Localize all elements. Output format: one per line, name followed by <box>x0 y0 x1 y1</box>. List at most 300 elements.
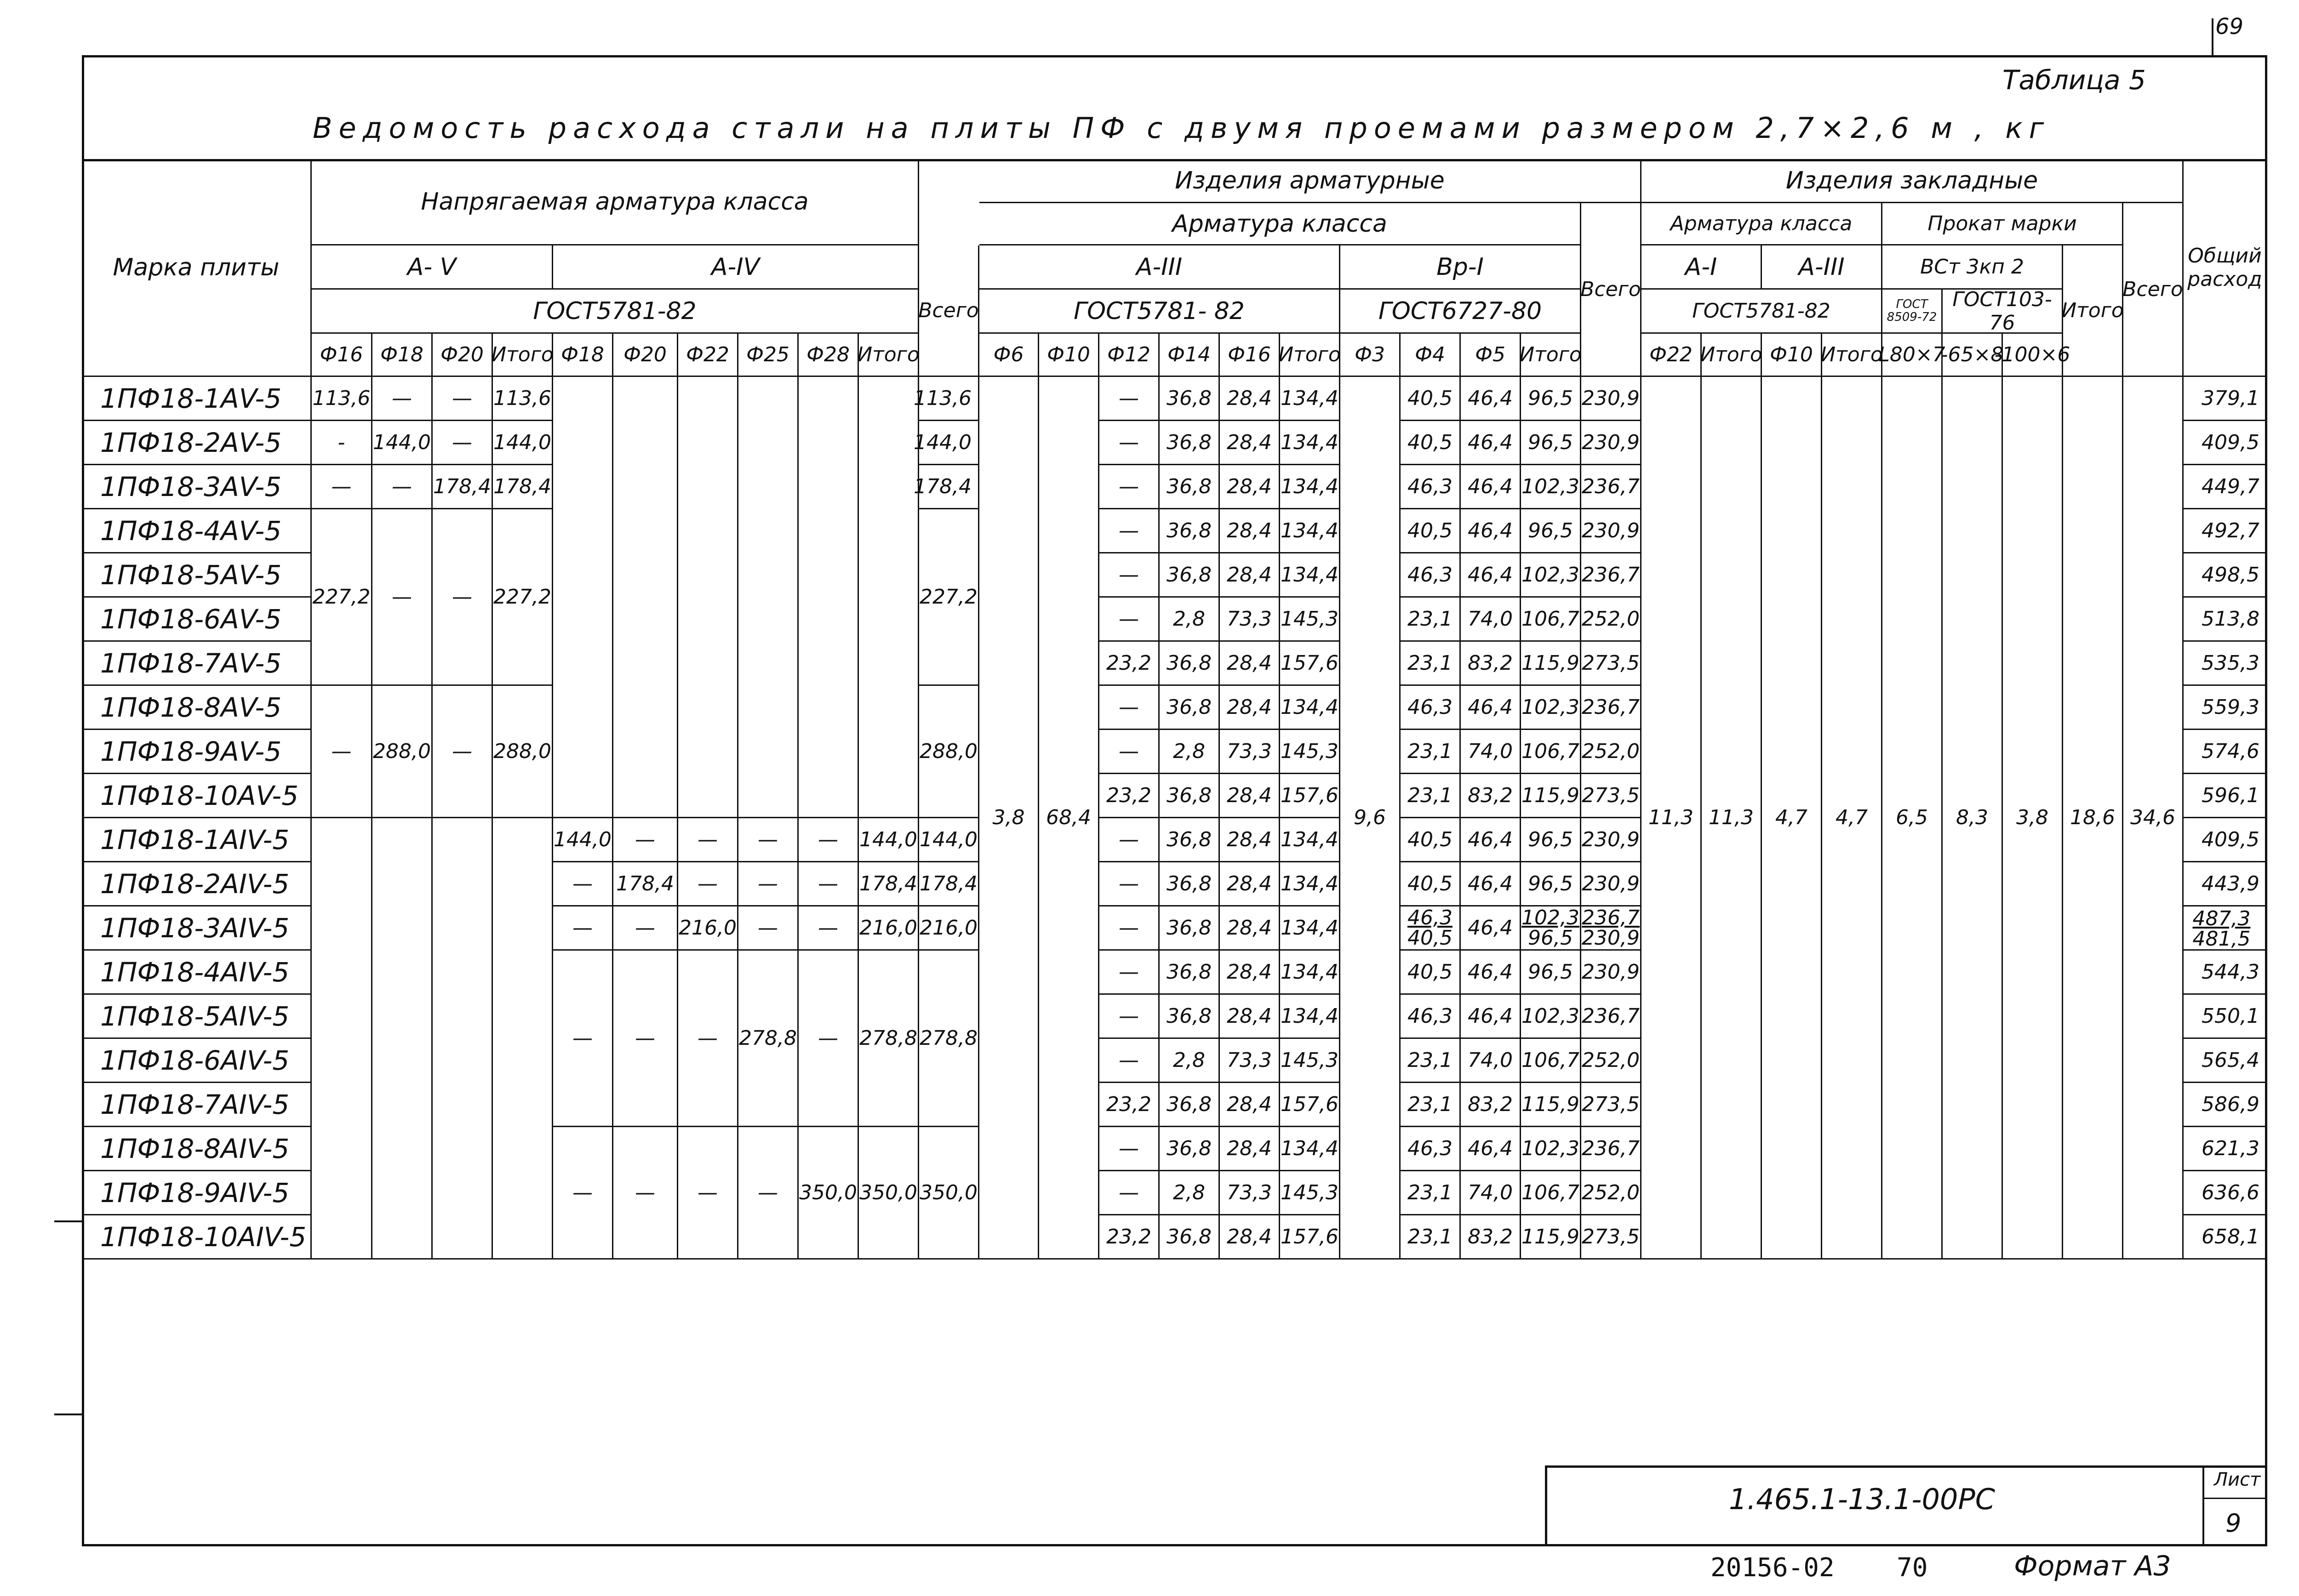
cell-total: 596,1 <box>2184 774 2267 818</box>
cell-d12: — <box>1099 465 1160 509</box>
merged-a5-d20-g2: — <box>433 686 493 818</box>
cell-it: 134,4 <box>1280 377 1340 421</box>
cell-it2: 115,9 <box>1521 1215 1581 1260</box>
cell-d5: 46,4 <box>1461 553 1521 598</box>
header-vr1: Вр-I <box>1340 245 1581 290</box>
cell-d14: 36,8 <box>1160 1083 1220 1127</box>
cell-it: 134,4 <box>1280 1127 1340 1171</box>
cell-d4: 40,5 <box>1401 818 1461 862</box>
cell-total: 379,1 <box>2184 377 2267 421</box>
merged-z-s65: 8,3 <box>1943 377 2003 1260</box>
cell-d16: 28,4 <box>1220 1215 1280 1260</box>
cell-d16: 28,4 <box>1220 421 1280 465</box>
col-header-d14: Ф14 <box>1160 334 1220 377</box>
cell-d12: — <box>1099 818 1160 862</box>
col-header-d12: Ф12 <box>1099 334 1160 377</box>
cell-vs2: 252,0 <box>1581 730 1641 774</box>
merged-a5-d16-g1: 227,2 <box>312 509 372 686</box>
cell-d4: 46,3 <box>1401 465 1461 509</box>
cell-it2: 115,9 <box>1521 774 1581 818</box>
cell-it2-split-line: 96,5 <box>1528 926 1573 950</box>
row-mark: 1ПФ18-5АIV-5 <box>82 995 312 1039</box>
cell-vsego: 144,0 <box>919 818 979 862</box>
sheet-label: Лист <box>2214 1469 2261 1490</box>
cell-d5: 83,2 <box>1461 1215 1521 1260</box>
cell-it2: 96,5 <box>1521 818 1581 862</box>
cell-d12: 23,2 <box>1099 1083 1160 1127</box>
cell-total: 449,7 <box>2184 465 2267 509</box>
cell-d5: 74,0 <box>1461 1171 1521 1215</box>
cell-d12: 23,2 <box>1099 1215 1160 1260</box>
cell-it: 145,3 <box>1280 730 1340 774</box>
header-a3: А-III <box>979 245 1340 290</box>
sheet-box-divider <box>2202 1498 2267 1499</box>
col-header-itogoz: Итого <box>1702 334 1762 377</box>
cell-it2: 106,7 <box>1521 730 1581 774</box>
cell-d4: 23,1 <box>1401 598 1461 642</box>
cell-p3: — <box>433 377 493 421</box>
paper-format: Формат А3 <box>2014 1550 2171 1582</box>
cell-q6: 178,4 <box>859 862 919 906</box>
cell-d12: — <box>1099 509 1160 553</box>
cell-q3: — <box>678 862 738 906</box>
cell-p1: - <box>312 421 372 465</box>
margin-tick <box>54 1414 82 1415</box>
cell-q3: — <box>678 818 738 862</box>
cell-d4: 46,3 <box>1401 553 1461 598</box>
merged-z-l80: 6,5 <box>1882 377 1943 1260</box>
empty-a4-col <box>678 377 738 818</box>
col-header-s100: -100×6 <box>2003 334 2063 377</box>
merged-a4_it_g3: 278,8 <box>859 951 919 1127</box>
merged-a4_d18_g4: — <box>553 1127 613 1260</box>
merged-a5-d16-g2: — <box>312 686 372 818</box>
header-a1: А-I <box>1641 245 1762 290</box>
cell-d16: 28,4 <box>1220 509 1280 553</box>
cell-d14: 36,8 <box>1160 1127 1220 1171</box>
row-mark: 1ПФ18-3АIV-5 <box>82 906 312 951</box>
cell-d4: 40,5 <box>1401 951 1461 995</box>
cell-d12: — <box>1099 1127 1160 1171</box>
col-header-l80: L80×7 <box>1882 334 1943 377</box>
header-izdelia-zakl: Изделия закладные <box>1641 159 2184 203</box>
cell-d5: 74,0 <box>1461 1039 1521 1083</box>
cell-p2: — <box>372 377 433 421</box>
cell-it2: 96,5 <box>1521 377 1581 421</box>
cell-d4: 46,3 <box>1401 995 1461 1039</box>
cell-total: 550,1 <box>2184 995 2267 1039</box>
cell-vsego: 144,0 <box>919 421 979 465</box>
cell-it: 157,6 <box>1280 774 1340 818</box>
cell-d14: 2,8 <box>1160 1039 1220 1083</box>
cell-d5: 46,4 <box>1461 509 1521 553</box>
merged-a5-d18-g2: 288,0 <box>372 686 433 818</box>
cell-vs2: 236,7 <box>1581 686 1641 730</box>
cell-d16: 28,4 <box>1220 774 1280 818</box>
cell-p4: 113,6 <box>493 377 553 421</box>
cell-d4: 23,1 <box>1401 1039 1461 1083</box>
cell-d12: — <box>1099 421 1160 465</box>
cell-d16: 73,3 <box>1220 1039 1280 1083</box>
cell-d4: 40,5 <box>1401 421 1461 465</box>
merged-d3: 9,6 <box>1340 377 1401 1260</box>
row-mark: 1ПФ18-5АV-5 <box>82 553 312 598</box>
cell-d12: — <box>1099 906 1160 951</box>
cell-p1: 113,6 <box>312 377 372 421</box>
row-mark: 1ПФ18-3АV-5 <box>82 465 312 509</box>
cell-q2: — <box>613 818 678 862</box>
merged-z-itogo1: 11,3 <box>1702 377 1762 1260</box>
header-a5: А- V <box>312 245 553 290</box>
cell-d16: 28,4 <box>1220 642 1280 686</box>
row-mark: 1ПФ18-9АIV-5 <box>82 1171 312 1215</box>
cell-it2: 96,5 <box>1521 862 1581 906</box>
cell-d4: 23,1 <box>1401 730 1461 774</box>
cell-it: 145,3 <box>1280 1171 1340 1215</box>
cell-total: 586,9 <box>2184 1083 2267 1127</box>
cell-d14: 36,8 <box>1160 642 1220 686</box>
col-header-d16: Ф16 <box>312 334 372 377</box>
cell-q1: — <box>553 862 613 906</box>
merged-z-d22: 11,3 <box>1641 377 1702 1260</box>
col-header-itogoz2: Итого <box>1822 334 1882 377</box>
order-number: 20156-02 <box>1710 1553 1835 1583</box>
cell-q1: — <box>553 906 613 951</box>
cell-d4: 23,1 <box>1401 1083 1461 1127</box>
cell-d12: — <box>1099 862 1160 906</box>
cell-it2: 115,9 <box>1521 642 1581 686</box>
cell-d5: 46,4 <box>1461 906 1521 951</box>
margin-tick <box>54 1220 82 1222</box>
cell-p2: 144,0 <box>372 421 433 465</box>
cell-vsego: 178,4 <box>919 862 979 906</box>
row-mark: 1ПФ18-8АIV-5 <box>82 1127 312 1171</box>
merged-vsego-g1: 227,2 <box>919 509 979 686</box>
cell-total: 409,5 <box>2184 421 2267 465</box>
col-header-d10z: Ф10 <box>1762 334 1822 377</box>
header-total: Общий расход <box>2184 159 2267 377</box>
empty-a5-d18 <box>372 818 433 1260</box>
cell-d14: 36,8 <box>1160 951 1220 995</box>
cell-d12: — <box>1099 1171 1160 1215</box>
col-header-d28: Ф28 <box>799 334 859 377</box>
cell-vs2: 273,5 <box>1581 774 1641 818</box>
row-mark: 1ПФ18-6АIV-5 <box>82 1039 312 1083</box>
row-mark: 1ПФ18-10АIV-5 <box>82 1215 312 1260</box>
merged-a4_d18_g3: — <box>553 951 613 1127</box>
merged-z-itogo2: 4,7 <box>1822 377 1882 1260</box>
cell-total-split-line: 481,5 <box>2192 927 2251 951</box>
cell-it: 157,6 <box>1280 642 1340 686</box>
col-header-s65: -65×8 <box>1943 334 2003 377</box>
merged-a4_it_g4: 350,0 <box>859 1127 919 1260</box>
col-header-d5: Ф5 <box>1461 334 1521 377</box>
cell-d16: 28,4 <box>1220 553 1280 598</box>
cell-vs2: 230,9 <box>1581 818 1641 862</box>
cell-it2: 102,3 <box>1521 686 1581 730</box>
cell-total: 443,9 <box>2184 862 2267 906</box>
cell-d5: 46,4 <box>1461 818 1521 862</box>
merged-vsego-g3: 278,8 <box>919 951 979 1127</box>
cell-it: 134,4 <box>1280 995 1340 1039</box>
cell-it: 134,4 <box>1280 818 1340 862</box>
row-mark: 1ПФ18-7АV-5 <box>82 642 312 686</box>
cell-vs2: 236,7 <box>1581 995 1641 1039</box>
cell-vsego: 113,6 <box>919 377 979 421</box>
header-gost-prestressed: ГОСТ5781-82 <box>312 290 919 334</box>
col-header-d18b: Ф18 <box>553 334 613 377</box>
cell-vs2-split-line: 236,7 <box>1582 906 1640 929</box>
cell-vs2: 252,0 <box>1581 1039 1641 1083</box>
cell-d12: — <box>1099 995 1160 1039</box>
cell-it: 157,6 <box>1280 1215 1340 1260</box>
merged-a4_d25_g4: — <box>738 1127 799 1260</box>
cell-p1: — <box>312 465 372 509</box>
header-vsego-arm: Всего <box>1581 203 1641 377</box>
cell-d16: 73,3 <box>1220 730 1280 774</box>
col-header-d4: Ф4 <box>1401 334 1461 377</box>
cell-q5: — <box>799 818 859 862</box>
header-itogo-prokat: Итого <box>2063 245 2123 377</box>
cell-it2: 102,3 <box>1521 465 1581 509</box>
cell-total: 621,3 <box>2184 1127 2267 1171</box>
header-vsego-prestressed: Всего <box>919 245 979 377</box>
empty-a4-col <box>613 377 678 818</box>
cell-q2: — <box>613 906 678 951</box>
merged-a4_d25_g3: 278,8 <box>738 951 799 1127</box>
merged-a5-d18-g1: — <box>372 509 433 686</box>
cell-d16: 28,4 <box>1220 995 1280 1039</box>
row-mark: 1ПФ18-7АIV-5 <box>82 1083 312 1127</box>
cell-total: 565,4 <box>2184 1039 2267 1083</box>
col-header-d6: Ф6 <box>979 334 1039 377</box>
cell-vs2-split <box>1581 906 1641 951</box>
cell-d14: 36,8 <box>1160 774 1220 818</box>
cell-total: 492,7 <box>2184 509 2267 553</box>
merged-a5-itogo-g2: 288,0 <box>493 686 553 818</box>
cell-d16: 28,4 <box>1220 377 1280 421</box>
cell-d16: 73,3 <box>1220 1171 1280 1215</box>
header-vsego-zakl: Всего <box>2123 203 2184 377</box>
copy-number: 70 <box>1897 1553 1928 1583</box>
cell-d16: 73,3 <box>1220 598 1280 642</box>
cell-d12: — <box>1099 598 1160 642</box>
header-gost-vr: ГОСТ6727-80 <box>1340 290 1581 334</box>
cell-d4: 40,5 <box>1401 509 1461 553</box>
cell-p4: 178,4 <box>493 465 553 509</box>
empty-a4-col <box>553 377 613 818</box>
col-header-itogo: Итого <box>493 334 553 377</box>
header-vst: ВСт 3кп 2 <box>1882 245 2063 290</box>
cell-it: 145,3 <box>1280 1039 1340 1083</box>
cell-q4: — <box>738 818 799 862</box>
cell-d12: 23,2 <box>1099 642 1160 686</box>
col-header-d18: Ф18 <box>372 334 433 377</box>
cell-total: 513,8 <box>2184 598 2267 642</box>
cell-vs2-split-line: 230,9 <box>1582 926 1640 950</box>
cell-vs2: 236,7 <box>1581 465 1641 509</box>
cell-d16: 28,4 <box>1220 906 1280 951</box>
page-number: 69 <box>2215 14 2244 40</box>
merged-z-itogo: 18,6 <box>2063 377 2123 1260</box>
cell-d5: 83,2 <box>1461 642 1521 686</box>
col-header-d22z: Ф22 <box>1641 334 1702 377</box>
cell-d16: 28,4 <box>1220 862 1280 906</box>
cell-d4: 40,5 <box>1401 377 1461 421</box>
cell-d16: 28,4 <box>1220 1083 1280 1127</box>
col-header-itogoc: Итого <box>1280 334 1340 377</box>
empty-a4-col <box>738 377 799 818</box>
cell-d14: 36,8 <box>1160 465 1220 509</box>
col-header-d3: Ф3 <box>1340 334 1401 377</box>
cell-q2: 178,4 <box>613 862 678 906</box>
cell-vs2: 230,9 <box>1581 951 1641 995</box>
header-gost-103: ГОСТ103-76 <box>1943 290 2063 334</box>
header-a3-zakl: А-III <box>1762 245 1882 290</box>
cell-q5: — <box>799 862 859 906</box>
cell-q6: 144,0 <box>859 818 919 862</box>
header-prestressed: Напрягаемая арматура класса <box>312 159 919 245</box>
cell-d14: 36,8 <box>1160 553 1220 598</box>
header-gost-a3: ГОСТ5781- 82 <box>979 290 1340 334</box>
empty-a4-col <box>859 377 919 818</box>
cell-d12: — <box>1099 730 1160 774</box>
col-header-itogob: Итого <box>859 334 919 377</box>
cell-d14: 36,8 <box>1160 421 1220 465</box>
cell-d14: 36,8 <box>1160 862 1220 906</box>
sheet-number: 9 <box>2225 1509 2242 1538</box>
cell-d14: 36,8 <box>1160 509 1220 553</box>
cell-d5: 83,2 <box>1461 1083 1521 1127</box>
cell-q1: 144,0 <box>553 818 613 862</box>
cell-it: 134,4 <box>1280 686 1340 730</box>
merged-vsego-g4: 350,0 <box>919 1127 979 1260</box>
cell-d16: 28,4 <box>1220 465 1280 509</box>
col-header-d25: Ф25 <box>738 334 799 377</box>
cell-it: 134,4 <box>1280 553 1340 598</box>
header-prokat: Прокат марки <box>1882 203 2123 245</box>
cell-d12: — <box>1099 686 1160 730</box>
cell-d16: 28,4 <box>1220 1127 1280 1171</box>
cell-d12: — <box>1099 951 1160 995</box>
merged-d10: 68,4 <box>1039 377 1099 1260</box>
cell-it: 145,3 <box>1280 598 1340 642</box>
cell-d5: 46,4 <box>1461 862 1521 906</box>
cell-total: 559,3 <box>2184 686 2267 730</box>
header-izdelia-arm: Изделия арматурные <box>979 159 1641 203</box>
row-mark: 1ПФ18-6АV-5 <box>82 598 312 642</box>
cell-d14: 36,8 <box>1160 995 1220 1039</box>
cell-d12: — <box>1099 553 1160 598</box>
cell-total: 636,6 <box>2184 1171 2267 1215</box>
cell-d5: 46,4 <box>1461 686 1521 730</box>
empty-a4-col <box>799 377 859 818</box>
col-header-itogod: Итого <box>1521 334 1581 377</box>
cell-d16: 28,4 <box>1220 686 1280 730</box>
cell-d5: 46,4 <box>1461 465 1521 509</box>
merged-a4_d22_g3: — <box>678 951 738 1127</box>
cell-it2: 96,5 <box>1521 509 1581 553</box>
cell-d14: 2,8 <box>1160 730 1220 774</box>
row-mark: 1ПФ18-1АIV-5 <box>82 818 312 862</box>
header-gost-8509: ГОСТ 8509-72 <box>1882 290 1943 334</box>
header-arm-klassa: Арматура класса <box>979 203 1581 245</box>
merged-d6: 3,8 <box>979 377 1039 1260</box>
col-header-d16b: Ф16 <box>1220 334 1280 377</box>
cell-d5: 46,4 <box>1461 421 1521 465</box>
cell-it2: 102,3 <box>1521 995 1581 1039</box>
merged-z-s100: 3,8 <box>2003 377 2063 1260</box>
cell-p3: — <box>433 421 493 465</box>
merged-z-vsego: 34,6 <box>2123 377 2184 1260</box>
cell-it2: 96,5 <box>1521 421 1581 465</box>
empty-a5-d16 <box>312 818 372 1260</box>
col-header-d20: Ф20 <box>433 334 493 377</box>
cell-it: 157,6 <box>1280 1083 1340 1127</box>
cell-total-split <box>2184 906 2267 951</box>
cell-d4: 46,3 <box>1401 1127 1461 1171</box>
cell-total: 498,5 <box>2184 553 2267 598</box>
cell-d14: 36,8 <box>1160 818 1220 862</box>
cell-d12: 23,2 <box>1099 774 1160 818</box>
cell-vs2: 236,7 <box>1581 1127 1641 1171</box>
merged-a4_d20_g4: — <box>613 1127 678 1260</box>
cell-vs2: 236,7 <box>1581 553 1641 598</box>
cell-it2: 96,5 <box>1521 951 1581 995</box>
header-mark: Марка плиты <box>82 159 312 377</box>
page-title: Ведомость расхода стали на плиты ПФ с двумя проемами размером 2,7×2,6 м , кг <box>313 111 2051 145</box>
cell-it2: 106,7 <box>1521 598 1581 642</box>
row-mark: 1ПФ18-10АV-5 <box>82 774 312 818</box>
cell-d5: 46,4 <box>1461 377 1521 421</box>
merged-a4_d22_g4: — <box>678 1127 738 1260</box>
cell-d14: 36,8 <box>1160 906 1220 951</box>
cell-q5: — <box>799 906 859 951</box>
header-a4: А-IV <box>553 245 919 290</box>
cell-vs2: 252,0 <box>1581 598 1641 642</box>
cell-total: 658,1 <box>2184 1215 2267 1260</box>
row-mark: 1ПФ18-2АIV-5 <box>82 862 312 906</box>
cell-vsego: 216,0 <box>919 906 979 951</box>
cell-total: 544,3 <box>2184 951 2267 995</box>
cell-d12: — <box>1099 377 1160 421</box>
cell-d4-split <box>1401 906 1461 951</box>
col-header-d22: Ф22 <box>678 334 738 377</box>
header-gost-zakl: ГОСТ5781-82 <box>1641 290 1882 334</box>
cell-d4: 23,1 <box>1401 1171 1461 1215</box>
cell-it: 134,4 <box>1280 421 1340 465</box>
cell-it: 134,4 <box>1280 906 1340 951</box>
cell-d5: 46,4 <box>1461 995 1521 1039</box>
cell-q4: — <box>738 906 799 951</box>
cell-total-split-line: 487,3 <box>2192 907 2251 930</box>
cell-it: 134,4 <box>1280 509 1340 553</box>
cell-total: 535,3 <box>2184 642 2267 686</box>
cell-d14: 36,8 <box>1160 686 1220 730</box>
cell-d4: 23,1 <box>1401 774 1461 818</box>
merged-a4_d28_g4: 350,0 <box>799 1127 859 1260</box>
cell-d14: 36,8 <box>1160 377 1220 421</box>
merged-z-d10: 4,7 <box>1762 377 1822 1260</box>
cell-it2: 102,3 <box>1521 553 1581 598</box>
cell-vs2: 273,5 <box>1581 642 1641 686</box>
cell-it: 134,4 <box>1280 951 1340 995</box>
row-mark: 1ПФ18-4АIV-5 <box>82 951 312 995</box>
col-header-d20b: Ф20 <box>613 334 678 377</box>
cell-d4: 23,1 <box>1401 642 1461 686</box>
cell-d14: 2,8 <box>1160 598 1220 642</box>
header-arm-klassa-zakl: Арматура класса <box>1641 203 1882 245</box>
